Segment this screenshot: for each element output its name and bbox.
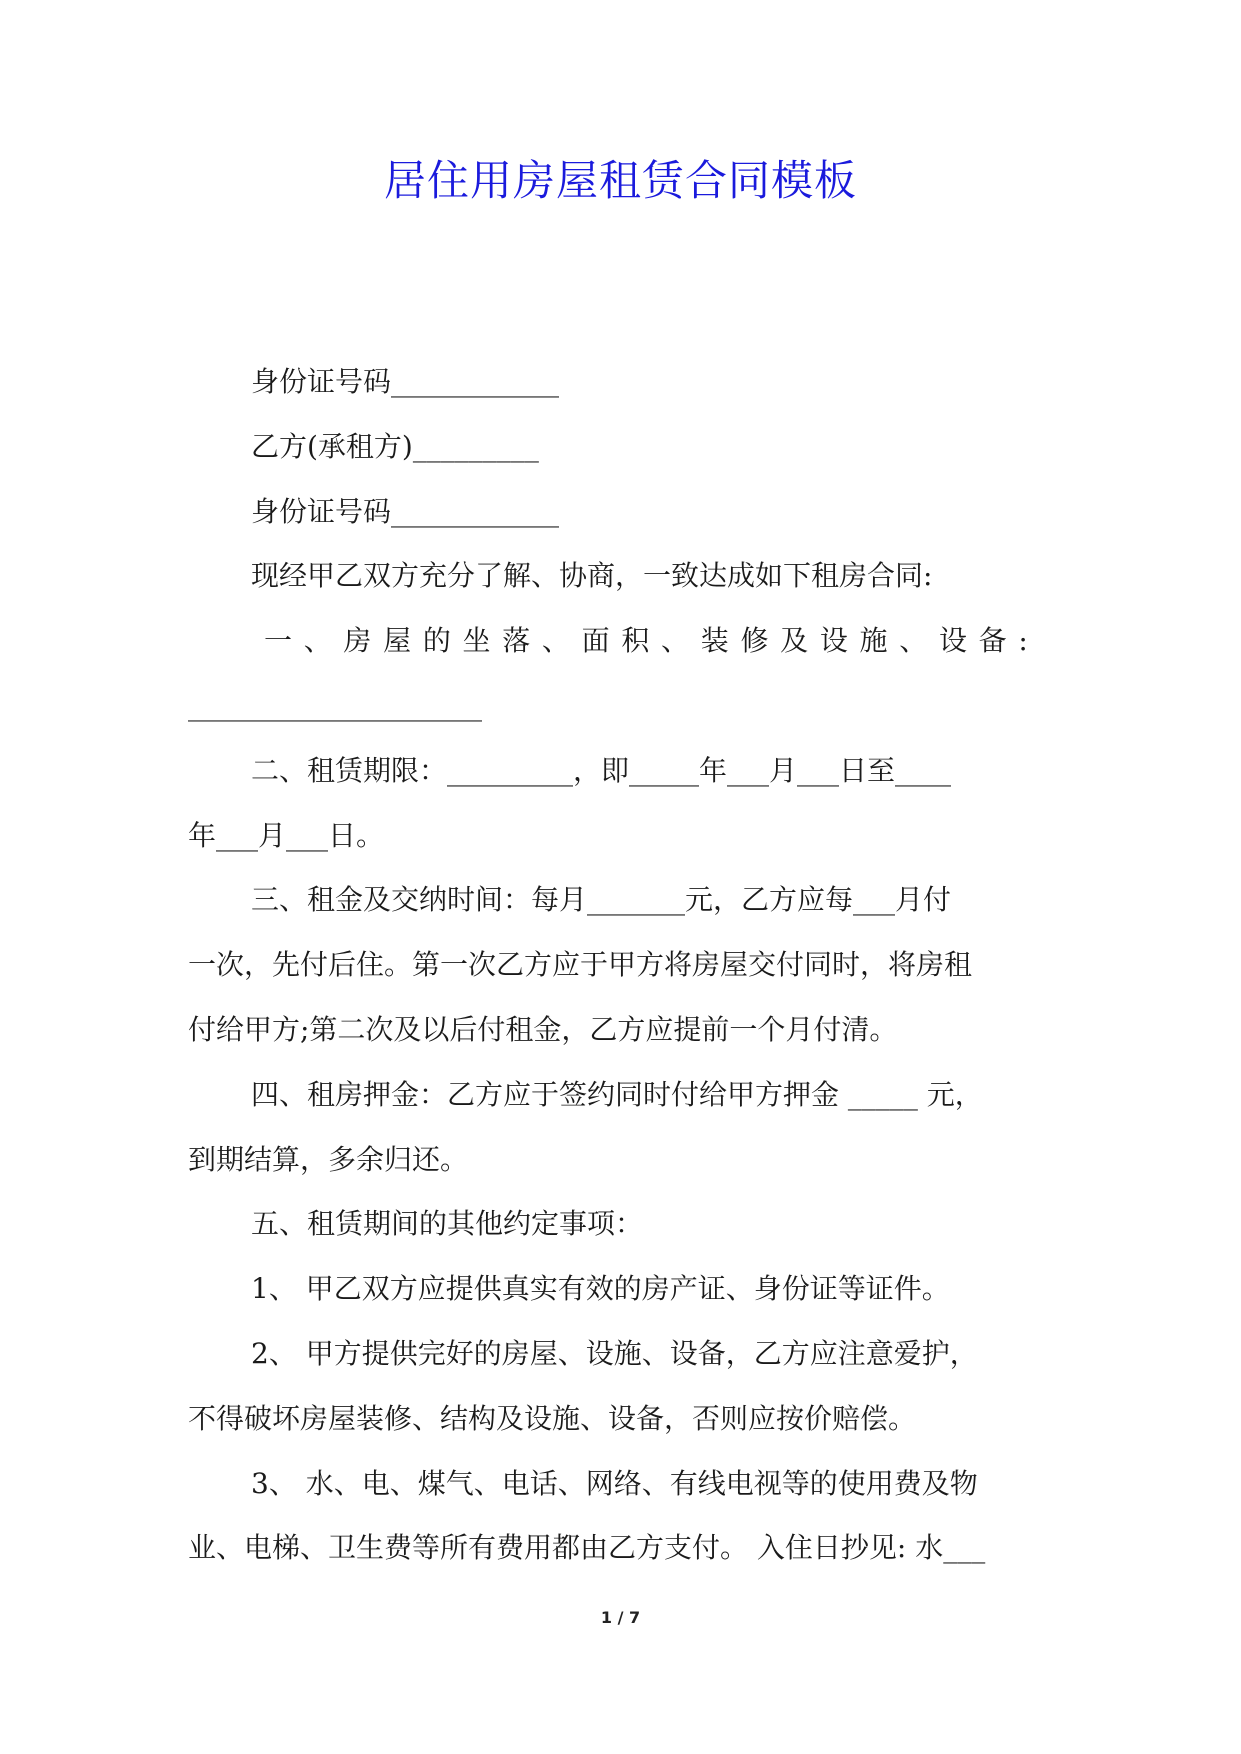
heading-char: 、 (541, 624, 570, 658)
heading-char: 、 (899, 624, 928, 658)
section-heading-1 (188, 609, 1052, 674)
text-line: 付给甲方;第二次及以后付租金，乙方应提前一个月付清。 (188, 1012, 898, 1046)
text-line: 三、租金及交纳时间：每月_______元，乙方应每___月付 (251, 883, 952, 917)
heading-char: 设 (819, 624, 848, 658)
text-line: 一次，先付后住。第一次乙方应于甲方将房屋交付同时，将房租 (188, 948, 973, 982)
heading-char: 屋 (383, 624, 412, 658)
heading-char: 施 (859, 624, 888, 658)
heading-char: 落 (502, 624, 531, 658)
text-line: 四、租房押金：乙方应于签约同时付给甲方押金 _____ 元， (251, 1077, 983, 1111)
heading-char: 面 (581, 624, 610, 658)
text-line: 到期结算，多余归还。 (188, 1142, 469, 1176)
heading-char: 及 (780, 624, 809, 658)
heading-char: 一 (264, 624, 293, 658)
text-line: 五、租赁期间的其他约定事项： (251, 1207, 644, 1241)
text-line: 不得破坏房屋装修、结构及设施、设备，否则应按价赔偿。 (188, 1401, 917, 1435)
text-line: 身份证号码____________ (251, 494, 560, 528)
text-line: 年___月___日。 (188, 818, 385, 852)
text-line: 1、 甲乙双方应提供真实有效的房产证、身份证等证件。 (251, 1272, 950, 1306)
heading-char: 、 (303, 624, 332, 658)
text-line: 身份证号码____________ (251, 365, 560, 398)
text-line: 乙方(承租方)_________ (251, 429, 539, 463)
contract-body (188, 350, 1052, 1581)
heading-char: 的 (422, 624, 451, 658)
heading-char: 备 (978, 624, 1007, 658)
text-line: 现经甲乙双方充分了解、协商，一致达成如下租房合同: (251, 559, 933, 593)
text-line: 业、电梯、卫生费等所有费用都由乙方支付。 入住日抄见: 水___ (188, 1531, 986, 1565)
text-line: _____________________ (188, 688, 482, 722)
heading-char: : (1018, 624, 1028, 658)
document-title: 居住用房屋租赁合同模板 (383, 156, 857, 205)
page-number: 1 / 7 (600, 1608, 641, 1627)
heading-char: 坐 (462, 624, 491, 658)
text-line: 2、 甲方提供完好的房屋、设施、设备，乙方应注意爱护， (251, 1336, 978, 1370)
heading-char: 修 (740, 624, 769, 658)
heading-char: 装 (700, 624, 729, 658)
text-line: 3、 水、电、煤气、电话、网络、有线电视等的使用费及物 (251, 1466, 978, 1500)
heading-char: 积 (621, 624, 650, 658)
text-line: 二、租赁期限：_________，即_____年___月___日至____ (251, 753, 952, 787)
heading-char: 、 (661, 624, 690, 658)
heading-char: 设 (938, 624, 967, 658)
heading-char: 房 (343, 624, 372, 658)
